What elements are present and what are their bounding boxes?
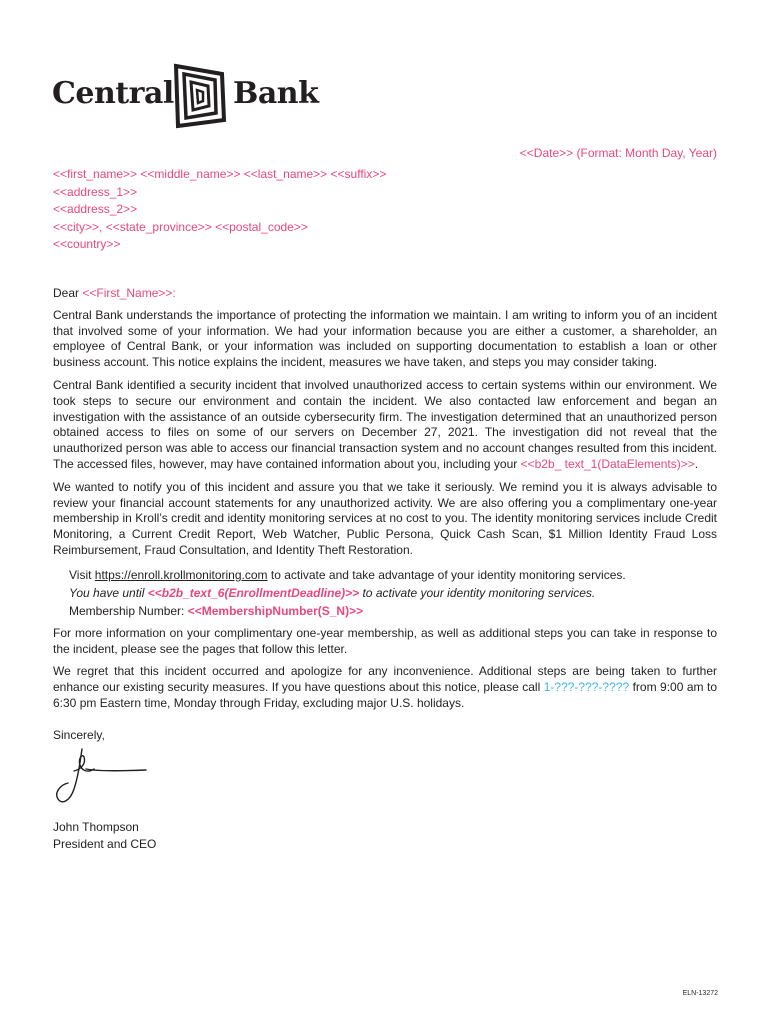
paragraph-more-info: For more information on your complimentary one-year membership, as well as additional steps you can take in response to the incident, please see the pages that follow this letter. — [53, 625, 717, 656]
apology-text: We regret that this incident occurred and apologize for any inconvenience. Additional steps are being taken to further enhance our existing security measures. If you have questions about this notice, please call — [53, 664, 717, 695]
data-elements-placeholder: <<b2b_ text_1(DataElements)>> — [520, 456, 695, 471]
address-line-country: <<country>> — [53, 237, 121, 251]
deadline-suffix: to activate your identity monitoring services. — [359, 585, 596, 600]
signature-image — [52, 745, 152, 809]
address-line-1: <<address_1>> — [53, 184, 138, 199]
enrollment-deadline-placeholder: <<b2b_text_6(EnrollmentDeadline)>> — [147, 585, 360, 600]
signer-title: President and CEO — [53, 837, 157, 851]
incident-text-end: . — [694, 456, 699, 471]
paragraph-monitoring: We wanted to notify you of this incident and assure you that we take it seriously. We remind you it is always advisable to review your financial account statements for any unauthorized activity. We are also offering you a complimentary one-year membership in Kroll’s credit and identity monitoring services at no cost to you. The identity monitoring services include Credit Monitoring, a Current Credit Report, Web Watcher, Public Persona, Quick Cash Scan, $1 Million Identity Fraud Loss Reimbursement, Fraud Consultation, and Identity Theft Restoration. — [53, 479, 717, 557]
logo-word-central: Central — [52, 76, 174, 111]
deadline-line — [69, 584, 717, 602]
visit-suffix: to activate and take advantage of your identity monitoring services. — [267, 567, 626, 582]
salutation-name: <<First_Name>>: — [82, 286, 176, 300]
address-line-city: <<city>>, <<state_province>> <<postal_code>> — [53, 219, 308, 234]
enroll-link[interactable]: https://enroll.krollmonitoring.com — [94, 567, 268, 582]
signer-block — [53, 819, 156, 853]
phone-number: 1-???-???-???? — [543, 680, 630, 695]
paragraph-apology — [53, 664, 717, 711]
membership-label: Membership Number: — [69, 603, 188, 618]
document-code: ELN-13272 — [682, 990, 718, 997]
apology-text-end: from 9:00 am to 6:30 pm Eastern time, Monday through Friday, excluding major U.S. holidays. — [53, 680, 717, 710]
central-bank-logo — [52, 58, 322, 132]
membership-number-placeholder: <<MembershipNumber(S_N)>> — [187, 603, 364, 618]
letter-body — [53, 286, 717, 719]
paragraph-incident — [53, 378, 717, 473]
recipient-address — [53, 166, 386, 254]
membership-line — [69, 602, 717, 620]
paragraph-intro: Central Bank understands the importance of protecting the information we maintain. I am writing to inform you of an incident that involved some of your information. We had your information because you are either a customer, a shareholder, an employee of Central Bank, or your information was included on supporting documentation to establish a loan or other business account. This notice explains the incident, measures we have taken, and steps you may consider taking. — [53, 307, 717, 370]
date-placeholder: <<Date>> (Format: Month Day, Year) — [519, 146, 717, 160]
signer-name: John Thompson — [53, 820, 139, 834]
visit-line — [69, 566, 717, 584]
closing: Sincerely, — [53, 728, 105, 742]
salutation — [53, 286, 717, 302]
logo-word-bank: Bank — [233, 76, 319, 111]
logo-emblem-icon — [170, 60, 230, 132]
visit-prefix: Visit — [69, 567, 95, 582]
salutation-prefix: Dear — [53, 286, 83, 300]
address-line-2: <<address_2>> — [53, 202, 138, 216]
deadline-prefix: You have until — [69, 585, 148, 600]
address-line-name: <<first_name>> <<middle_name>> <<last_name>> <<suffix>> — [53, 167, 387, 181]
incident-text: Central Bank identified a security incident that involved unauthorized access to certain systems within our environment. We took steps to secure our environment and contain the incident. We also contacted law enforcement and began an investigation with the assistance of an outside cybersecurity firm. The investigation determined that an unauthorized person obtained access to files on some of our servers on December 27, 2021. The investigation did not reveal that the unauthorized person was able to access our financial transaction system and no account changes resulted from this incident. The accessed files, however, may have contained information about you, including your — [53, 377, 717, 471]
